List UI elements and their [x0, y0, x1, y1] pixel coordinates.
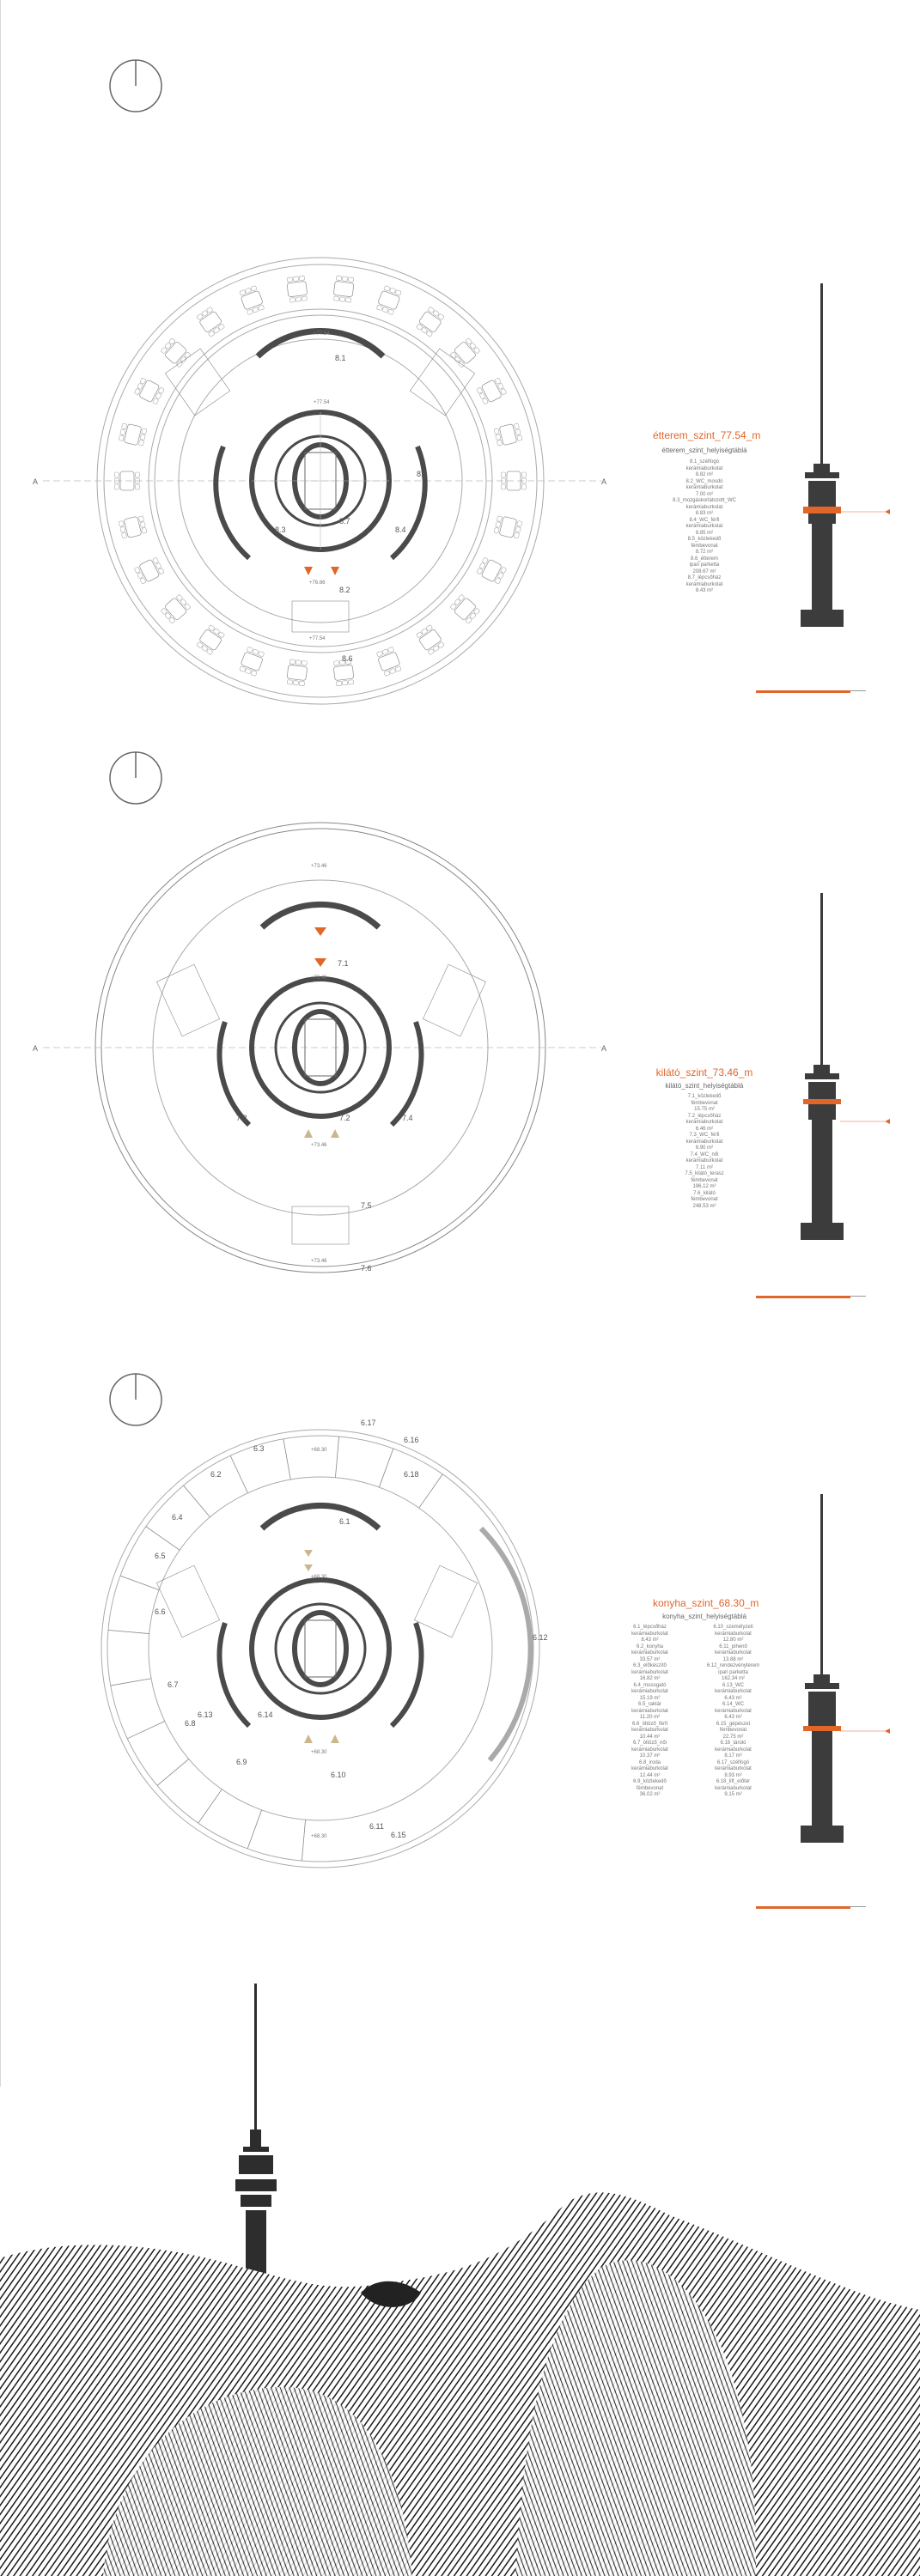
room-schedule-line: 7.00 m² — [695, 491, 714, 497]
north-arrow-icon — [110, 60, 161, 112]
room-schedule-line: 8.85 m² — [695, 530, 714, 536]
room-schedule-line: 6.10_személyzeti — [713, 1625, 753, 1630]
tower-elevation-icon — [801, 283, 890, 627]
room-schedule-line: 8.93 m² — [724, 1772, 742, 1778]
room-schedule-line: 8.3_mozgáskorlátozott_WC — [673, 498, 736, 503]
room-schedule-line: 10.44 m² — [639, 1734, 661, 1740]
room-schedule-line: 248.53 m² — [692, 1203, 716, 1209]
table-icon — [119, 422, 147, 447]
table-icon — [196, 307, 226, 337]
level-sheet-lookout — [0, 738, 920, 1357]
room-label: 6.9 — [236, 1758, 247, 1766]
room-schedule-line: kerámiaburkolat — [631, 1631, 668, 1637]
room-label: 7.5 — [361, 1201, 372, 1210]
room-schedule-line: 13.88 m² — [722, 1656, 744, 1662]
room-schedule-line: kerámiaburkolat — [685, 1120, 723, 1125]
room-schedule-line: 8.4_WC_férfi — [689, 517, 720, 523]
room-label: 8.4 — [395, 526, 406, 534]
room-schedule — [653, 1094, 756, 1210]
elevation-label: +73.46 — [311, 1259, 327, 1264]
room-label: 6.15 — [391, 1831, 406, 1839]
room-schedule-line: 12.80 m² — [722, 1637, 744, 1643]
room-label: 6.18 — [404, 1470, 419, 1479]
elevation-label: +73.46 — [311, 975, 327, 981]
room-schedule-line: fémbevonat — [636, 1785, 664, 1791]
elevation-label: +77.54 — [314, 331, 330, 337]
room-schedule-line: kerámiaburkolat — [715, 1766, 752, 1771]
room-schedule-line: 6.4_mosogató — [633, 1682, 667, 1688]
room-schedule-line: fémbevonat — [719, 1728, 747, 1733]
floor-plan-kitchen — [0, 1357, 920, 1975]
room-schedule-line: 8.5_közlekedő — [687, 537, 722, 542]
elevation-label: +68.30 — [311, 1575, 327, 1580]
table-icon — [476, 377, 507, 405]
room-schedule-line: kerámiaburkolat — [715, 1785, 752, 1791]
room-schedule-line: 6.18_lift_előtér — [716, 1779, 751, 1784]
room-schedule-line: fémbevonat — [691, 1177, 718, 1183]
room-label: 7.1 — [338, 959, 349, 968]
table-icon — [160, 593, 191, 624]
elevation-label: +73.46 — [311, 1143, 327, 1148]
room-schedule-line: 6.46 m² — [695, 1126, 714, 1132]
floor-plan-lookout — [0, 738, 920, 1357]
room-schedule-line: 6.1_lépcsőház — [633, 1625, 667, 1630]
table-icon — [449, 337, 480, 368]
table-icon — [134, 377, 165, 405]
table-icon — [449, 593, 480, 624]
room-schedule-line: kerámiaburkolat — [685, 465, 723, 471]
room-schedule-line: 208.67 m² — [692, 568, 716, 574]
tv-tower-icon — [235, 1984, 277, 2305]
room-schedule-line: fémbevonat — [691, 1100, 718, 1106]
room-label: 6.16 — [404, 1436, 419, 1444]
room-schedule-line: 11.20 m² — [639, 1715, 661, 1720]
partition-wall — [127, 1722, 165, 1739]
table-icon — [494, 515, 522, 539]
room-label: 8.7 — [339, 517, 350, 526]
room-schedule-line: 6.11_pihenő — [719, 1643, 747, 1649]
room-label: 8.5 — [417, 470, 428, 478]
level-subtitle: étterem_szint_helyiségtáblá — [661, 447, 747, 454]
level-sheet-kitchen — [0, 1357, 920, 1975]
room-schedule-line: ipari parketta — [689, 562, 720, 568]
room-label: 8.6 — [342, 654, 353, 663]
table-icon — [416, 624, 446, 655]
room-schedule-line: 6.17_szélfogó — [716, 1759, 750, 1765]
room-schedule-line: kerámiaburkolat — [631, 1650, 668, 1656]
room-schedule-line: 6.15_gépészet — [716, 1721, 751, 1727]
table-icon — [239, 285, 265, 315]
elevation-label: +68.30 — [311, 1834, 327, 1839]
room-schedule-line: 6.6_öltöző_férfi — [631, 1721, 668, 1727]
room-schedule-line: 6.3_előkészítő — [633, 1663, 667, 1668]
partition-wall — [108, 1630, 149, 1633]
room-schedule-line: kerámiaburkolat — [715, 1747, 752, 1753]
room-schedule-line: 7.4_WC_női — [690, 1151, 719, 1157]
room-schedule-line: 6.9_közlekedő — [633, 1779, 667, 1784]
room-label: 6.7 — [168, 1680, 179, 1689]
partition-wall — [379, 1449, 393, 1487]
elevation-label: +68.30 — [311, 1750, 327, 1755]
level-subtitle: konyha_szint_helyiségtáblá — [662, 1613, 746, 1620]
room-schedule-line: fémbevonat — [691, 543, 718, 549]
partition-wall — [283, 1439, 290, 1479]
room-label: 6.2 — [210, 1470, 222, 1479]
room-label: 7.6 — [361, 1264, 372, 1273]
room-schedule-line: 8.83 m² — [695, 511, 714, 516]
partition-wall — [198, 1789, 222, 1823]
level-title: étterem_szint_77.54_m — [653, 429, 761, 441]
table-icon — [494, 422, 522, 447]
table-icon — [332, 276, 354, 302]
room-schedule-line: kerámiaburkolat — [685, 1158, 723, 1163]
room-schedule-line: kerámiaburkolat — [715, 1631, 752, 1637]
floor-plan-restaurant — [0, 0, 920, 738]
room-schedule-line: 6.16_tároló — [720, 1741, 746, 1746]
stair-icon — [156, 964, 485, 1244]
room-schedule-line: 8.82 m² — [695, 472, 714, 477]
room-schedule-line: 16.82 m² — [639, 1676, 661, 1681]
partition-wall — [419, 1474, 443, 1508]
room-label: 6.13 — [198, 1710, 213, 1719]
table-icon — [476, 556, 507, 585]
level-sheet-restaurant — [0, 0, 920, 738]
room-schedule-line: kerámiaburkolat — [685, 581, 723, 587]
elevation-label: +76.66 — [309, 580, 326, 586]
room-schedule-line: 15.19 m² — [639, 1695, 661, 1701]
room-schedule-line: kerámiaburkolat — [631, 1747, 668, 1753]
room-schedule-line: kerámiaburkolat — [715, 1689, 752, 1694]
table-icon — [119, 515, 147, 539]
room-label: 6.10 — [331, 1771, 346, 1779]
partition-wall — [157, 1759, 189, 1786]
room-label: 7.2 — [339, 1114, 350, 1122]
room-schedule-line: 36.02 m² — [639, 1792, 661, 1797]
room-label: 6.6 — [155, 1607, 166, 1616]
room-schedule-line: 12.44 m² — [639, 1772, 661, 1778]
room-schedule-line: 162.34 m² — [721, 1676, 745, 1681]
room-schedule-line: 15.75 m² — [694, 1107, 715, 1112]
partition-wall — [111, 1679, 151, 1686]
room-schedule-line: kerámiaburkolat — [631, 1689, 668, 1694]
room-label: 8.2 — [339, 586, 350, 594]
room-schedule-line: 7.6_kilátó — [693, 1190, 716, 1196]
tower-elevation-icon — [801, 1494, 890, 1843]
room-label: 6.12 — [533, 1633, 548, 1642]
table-icon — [416, 307, 446, 337]
room-schedule-line: 9.15 m² — [724, 1792, 742, 1797]
partition-wall — [247, 1810, 261, 1849]
room-label: 6.14 — [258, 1710, 273, 1719]
tower-elevation-icon — [801, 893, 890, 1240]
room-schedule-line: 6.13_WC — [722, 1682, 744, 1688]
room-schedule-line: 7.5_kilátó_terasz — [685, 1171, 724, 1176]
room-label: 6.3 — [253, 1444, 265, 1453]
section-mark-left: A — [33, 1044, 39, 1053]
level-subtitle: kilátó_szint_helyiségtáblá — [665, 1082, 744, 1090]
room-schedule-line: 6.2_konyha — [636, 1643, 664, 1649]
partition-wall — [230, 1455, 247, 1493]
elevation-label: +73.46 — [311, 864, 327, 869]
room-schedule — [610, 1625, 773, 1799]
section-mark-left: A — [33, 477, 39, 486]
room-schedule-line: 6.43 m² — [724, 1715, 742, 1720]
room-schedule-line: kerámiaburkolat — [685, 504, 723, 510]
room-schedule-line: 7.2_lépcsőház — [687, 1113, 722, 1119]
table-icon — [375, 647, 402, 677]
section-mark-right: A — [601, 477, 607, 486]
room-schedule-line: 7.1_közlekedő — [687, 1094, 722, 1099]
room-schedule-line: kerámiaburkolat — [631, 1669, 668, 1675]
room-schedule-line: 8.17 m² — [724, 1753, 742, 1759]
room-schedule-line: 8.2_WC_mosdó — [685, 478, 723, 484]
table-icon — [134, 556, 165, 585]
elevation-label: +77.54 — [309, 636, 326, 641]
room-label: 6.11 — [369, 1822, 384, 1831]
partition-wall — [302, 1820, 305, 1861]
room-label: 6.1 — [339, 1517, 350, 1526]
room-schedule-line: 7.3_WC_férfi — [689, 1133, 720, 1138]
north-arrow-icon — [110, 1374, 161, 1425]
room-schedule-right — [693, 1625, 773, 1799]
room-schedule-line: 6.14_WC — [722, 1702, 744, 1707]
room-schedule-line: 6.8_iroda — [638, 1759, 661, 1765]
room-label: 7.4 — [402, 1114, 413, 1122]
room-label: 7.3 — [236, 1114, 247, 1122]
room-schedule-line: 8.43 m² — [641, 1637, 659, 1643]
table-icon — [286, 276, 308, 302]
room-label: 8.1 — [335, 354, 346, 362]
room-schedule-line: 8.43 m² — [695, 588, 714, 593]
room-schedule-line: 6.90 m² — [695, 1145, 714, 1151]
elevation-label: +68.30 — [311, 1448, 327, 1453]
section-mark-right: A — [601, 1044, 607, 1053]
partition-wall — [120, 1576, 159, 1589]
room-schedule-line: 8.7_lépcsőház — [687, 575, 722, 580]
room-schedule-line: kerámiaburkolat — [715, 1650, 752, 1656]
room-schedule-line: kerámiaburkolat — [685, 1139, 723, 1145]
room-schedule-line: kerámiaburkolat — [685, 524, 723, 529]
room-label: 6.8 — [185, 1719, 196, 1728]
room-schedule-line: kerámiaburkolat — [631, 1728, 668, 1733]
table-icon — [160, 337, 191, 368]
partition-wall — [335, 1437, 338, 1478]
room-schedule-line: 6.5_raktár — [637, 1702, 661, 1707]
table-icon — [332, 659, 354, 686]
room-schedule-line: 10.37 m² — [639, 1753, 661, 1759]
room-schedule-line: kerámiaburkolat — [685, 485, 723, 490]
level-title: kilátó_szint_73.46_m — [655, 1066, 753, 1078]
stair-icon — [165, 349, 474, 632]
room-schedule-line: 6.12_rendezvényterem — [706, 1663, 760, 1668]
table-icon — [375, 285, 402, 315]
table-icon — [239, 647, 265, 677]
room-label: 8.3 — [275, 526, 286, 534]
table-icon — [286, 659, 308, 686]
partition-wall — [184, 1485, 210, 1517]
room-schedule-line: 7.11 m² — [696, 1164, 713, 1170]
tower-landscape-illustration — [0, 1984, 920, 2576]
room-schedule-line: 22.75 m² — [722, 1734, 744, 1740]
room-schedule-line: fémbevonat — [691, 1197, 718, 1202]
room-schedule-left — [610, 1625, 690, 1799]
table-icon — [196, 624, 226, 655]
room-label: 6.4 — [172, 1513, 183, 1522]
room-schedule-line: 8.1_szélfogó — [689, 459, 720, 465]
room-schedule — [653, 459, 756, 595]
room-schedule-line: kerámiaburkolat — [715, 1708, 752, 1714]
partition-wall — [146, 1527, 180, 1551]
room-schedule-line: ipari parketta — [718, 1669, 748, 1675]
elevation-label: +77.54 — [314, 400, 330, 405]
room-schedule-line: 33.57 m² — [639, 1656, 661, 1662]
room-label: 6.17 — [361, 1419, 376, 1427]
room-label: 6.5 — [155, 1552, 166, 1560]
room-schedule-line: 8.72 m² — [695, 550, 714, 555]
level-title: konyha_szint_68.30_m — [653, 1597, 759, 1609]
room-schedule-line: kerámiaburkolat — [631, 1708, 668, 1714]
north-arrow-icon — [110, 752, 161, 804]
room-schedule-line: 196.12 m² — [692, 1184, 716, 1189]
room-schedule-line: 8.6_étterem — [690, 556, 719, 562]
room-schedule-line: 6.7_öltöző_női — [632, 1741, 667, 1746]
room-schedule-line: kerámiaburkolat — [631, 1766, 668, 1771]
room-schedule-line: 6.43 m² — [724, 1695, 742, 1701]
